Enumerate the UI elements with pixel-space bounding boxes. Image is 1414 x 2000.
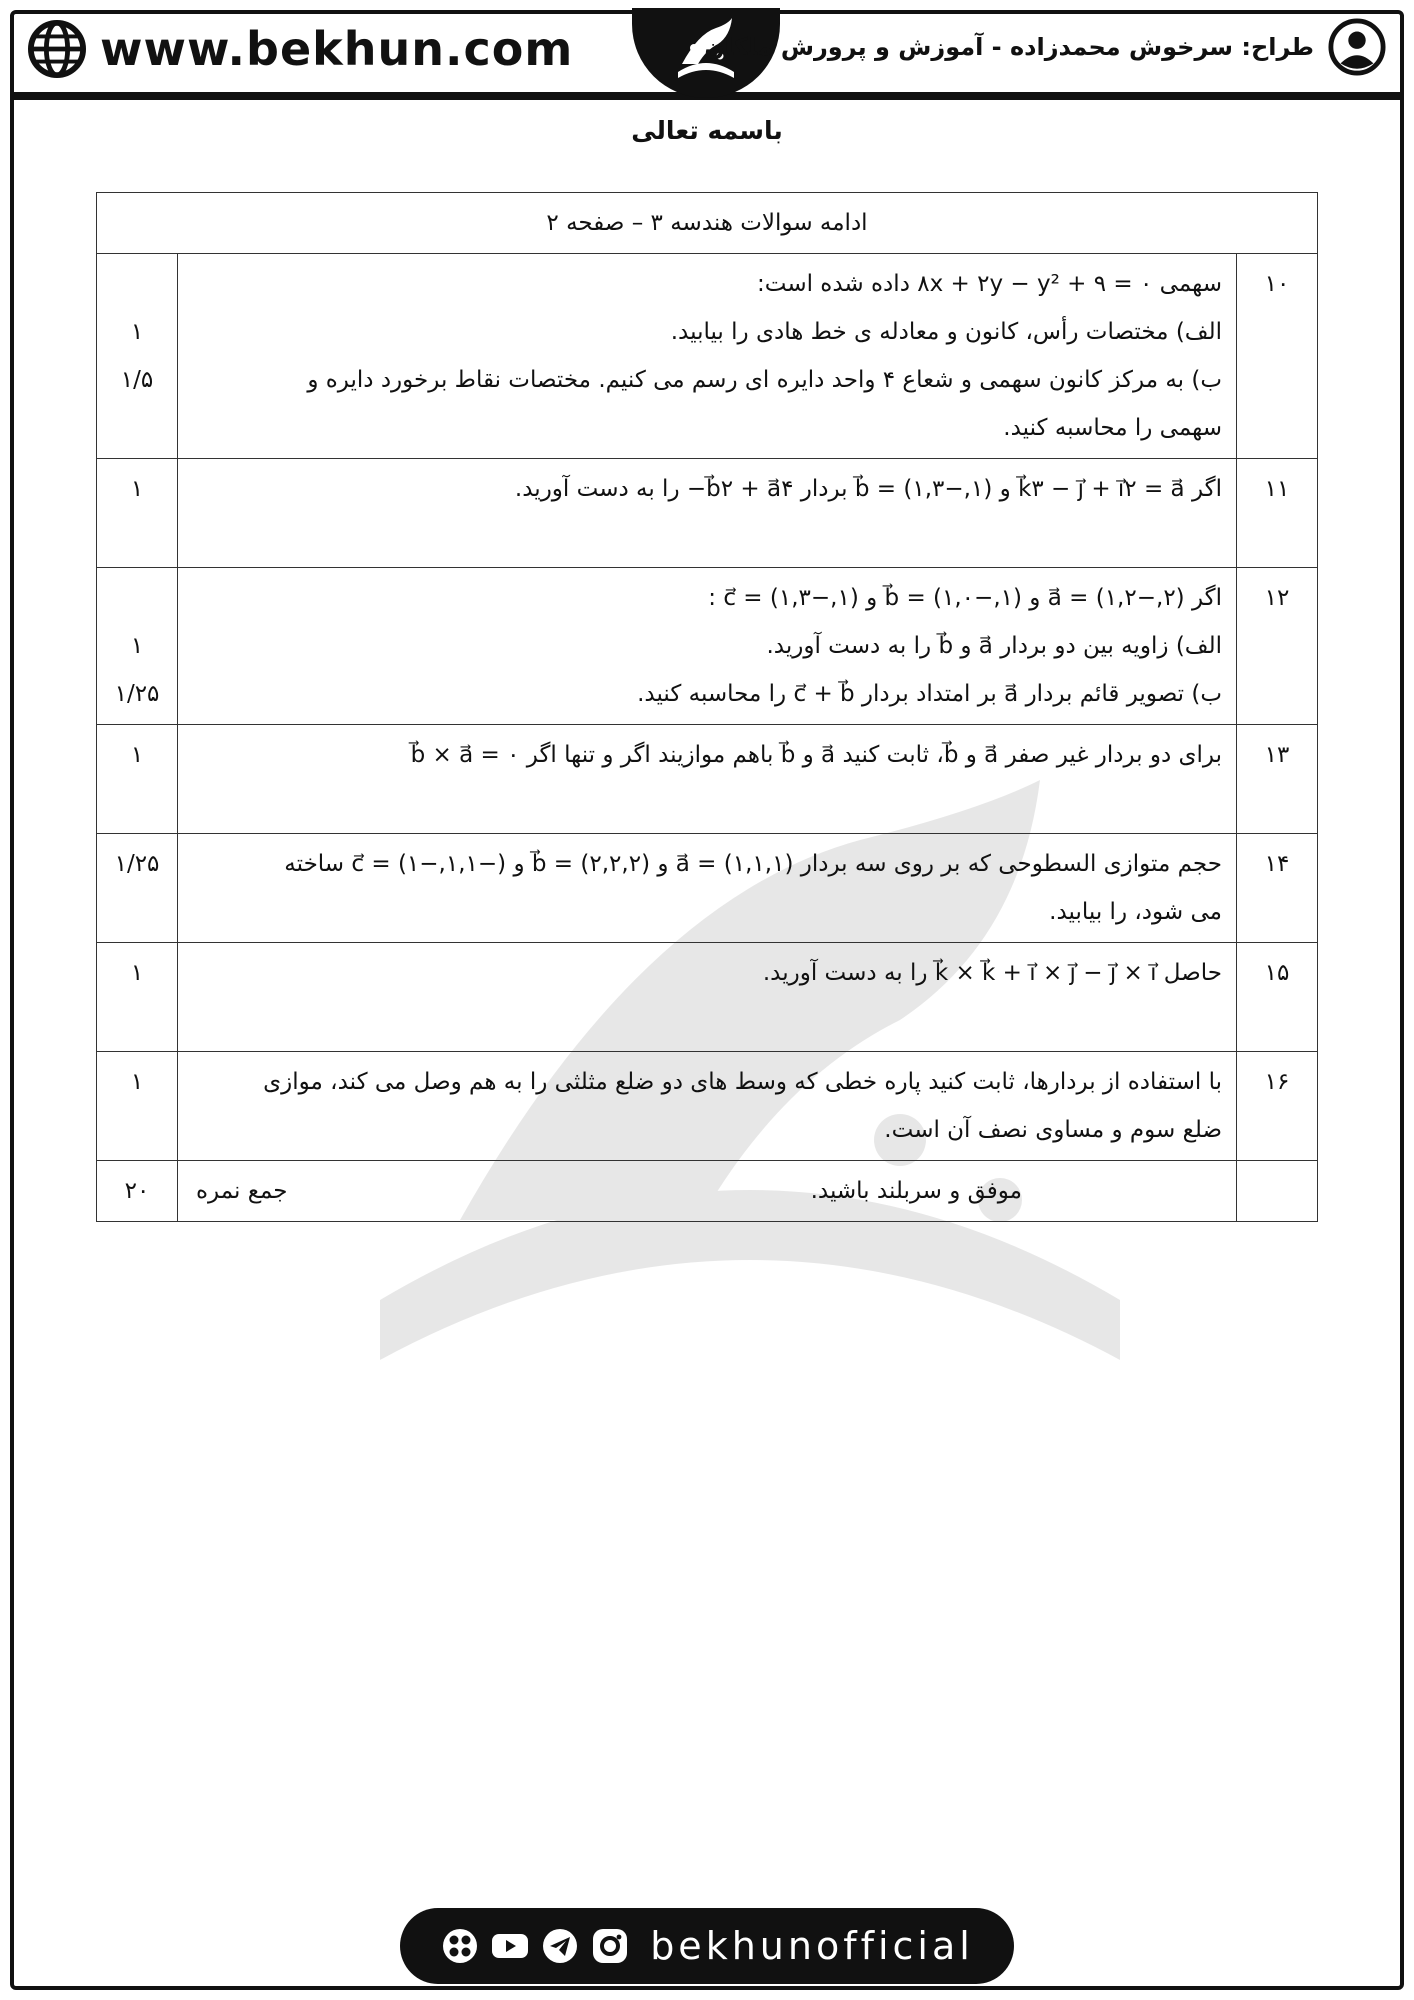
score-line	[111, 260, 163, 308]
designer-name: طراح: سرخوش محمدزاده - آموزش و پرورش ملکان	[704, 33, 1314, 61]
questions-table	[96, 192, 1318, 1222]
question-line: سهمی ۰ = ۹ + ۸x + ۲y − y² داده شده است:	[757, 271, 1222, 297]
question-score	[97, 943, 178, 1052]
question-number: ۱۰	[1237, 254, 1318, 459]
score-line: ۱	[130, 319, 144, 345]
score-line	[111, 574, 163, 622]
score-line	[111, 404, 163, 452]
question-score	[97, 568, 178, 725]
site-link[interactable]	[28, 20, 573, 78]
social-footer	[400, 1908, 1014, 1984]
score-line: ۱	[130, 960, 144, 986]
blank-line	[192, 997, 1222, 1045]
total-label: جمع نمره	[196, 1178, 288, 1204]
question-line: ب) تصویر قائم بردار a⃗ بر امتداد بردار c⃗ + b⃗ را محاسبه کنید.	[637, 681, 1222, 707]
question-text	[178, 943, 1237, 1052]
question-row-12	[97, 568, 1318, 725]
globe-icon	[28, 20, 86, 78]
question-line: اگر (۲,−۱,۲) = a⃗ و (۱,−۱,۰) = b⃗ و (۱,−۱,۳) = c⃗ :	[708, 585, 1222, 611]
question-score	[97, 254, 178, 459]
question-text	[178, 725, 1237, 834]
question-line: الف) زاویه بین دو بردار a⃗ و b⃗ را به دست آورید.	[766, 633, 1222, 659]
question-line: با استفاده از بردارها، ثابت کنید پاره خطی که وسط های دو ضلع مثلثی را به هم وصل می کند، موازی	[263, 1069, 1222, 1095]
question-row-11	[97, 459, 1318, 568]
question-number: ۱۱	[1237, 459, 1318, 568]
question-line: برای دو بردار غیر صفر a⃗ و b⃗، ثابت کنید a⃗ و b⃗ باهم موازیند اگر و تنها اگر ۰ = b⃗ × a⃗	[410, 742, 1222, 768]
question-score	[97, 459, 178, 568]
youtube-icon[interactable]	[490, 1926, 530, 1966]
question-line: سهمی را محاسبه کنید.	[1003, 415, 1222, 441]
social-handle[interactable]: bekhunofficial	[650, 1924, 974, 1968]
question-row-15	[97, 943, 1318, 1052]
question-text	[178, 1052, 1237, 1161]
score-line: ۱	[130, 476, 144, 502]
question-line: حاصل k⃗ × k⃗ + i⃗ × j⃗ − j⃗ × i⃗ را به دست آورید.	[762, 960, 1222, 986]
question-number: ۱۶	[1237, 1052, 1318, 1161]
wish-text: موفق و سربلند باشید.	[810, 1178, 1022, 1204]
score-line: ۱/۲۵	[114, 681, 160, 707]
blank-line	[192, 513, 1222, 561]
total-score: ۲۰	[97, 1161, 178, 1222]
question-score	[97, 1052, 178, 1161]
table-heading: ادامه سوالات هندسه ۳ – صفحه ۲	[97, 193, 1318, 254]
table-heading-row	[97, 193, 1318, 254]
page-title: باسمه تعالی	[631, 116, 783, 145]
designer-credit	[704, 18, 1386, 76]
question-line: می شود، را بیابید.	[1049, 899, 1222, 925]
score-line: ۱	[130, 633, 144, 659]
question-score	[97, 725, 178, 834]
question-number: ۱۳	[1237, 725, 1318, 834]
question-row-14	[97, 834, 1318, 943]
question-line: ب) به مرکز کانون سهمی و شعاع ۴ واحد دایره ای رسم می کنیم. مختصات نقاط برخورد دایره و	[307, 367, 1222, 393]
question-number: ۱۵	[1237, 943, 1318, 1052]
user-profile-icon	[1328, 18, 1386, 76]
score-line: ۱/۵	[120, 367, 154, 393]
question-line: ضلع سوم و مساوی نصف آن است.	[884, 1117, 1222, 1143]
question-text	[178, 834, 1237, 943]
blank-line	[192, 779, 1222, 827]
instagram-icon[interactable]	[590, 1926, 630, 1966]
question-number: ۱۲	[1237, 568, 1318, 725]
score-line: ۱	[130, 742, 144, 768]
question-text	[178, 568, 1237, 725]
total-row	[97, 1161, 1318, 1222]
aparat-icon[interactable]	[440, 1926, 480, 1966]
empty-cell	[1237, 1161, 1318, 1222]
question-row-16	[97, 1052, 1318, 1161]
score-line: ۱	[130, 1069, 144, 1095]
question-line: الف) مختصات رأس، کانون و معادله ی خط هادی را بیابید.	[670, 319, 1222, 345]
question-line: حجم متوازی السطوحی که بر روی سه بردار (۱,۱,۱) = a⃗ و (۲,۲,۲) = b⃗ و (−۱,۱,−۱) = c⃗ ساخته	[284, 851, 1222, 877]
question-number: ۱۴	[1237, 834, 1318, 943]
site-url: www.bekhun.com	[100, 22, 574, 76]
score-line: ۱/۲۵	[114, 851, 160, 877]
question-text	[178, 254, 1237, 459]
telegram-icon[interactable]	[540, 1926, 580, 1966]
question-row-13	[97, 725, 1318, 834]
question-row-10	[97, 254, 1318, 459]
question-line: اگر k⃗۳ − j⃗ + i⃗۲ = a⃗ و (۱,−۱,۳) = b⃗ بردار b⃗۲ + a⃗۴− را به دست آورید.	[514, 476, 1222, 502]
total-text-cell	[178, 1161, 1237, 1222]
question-text	[178, 459, 1237, 568]
question-score	[97, 834, 178, 943]
